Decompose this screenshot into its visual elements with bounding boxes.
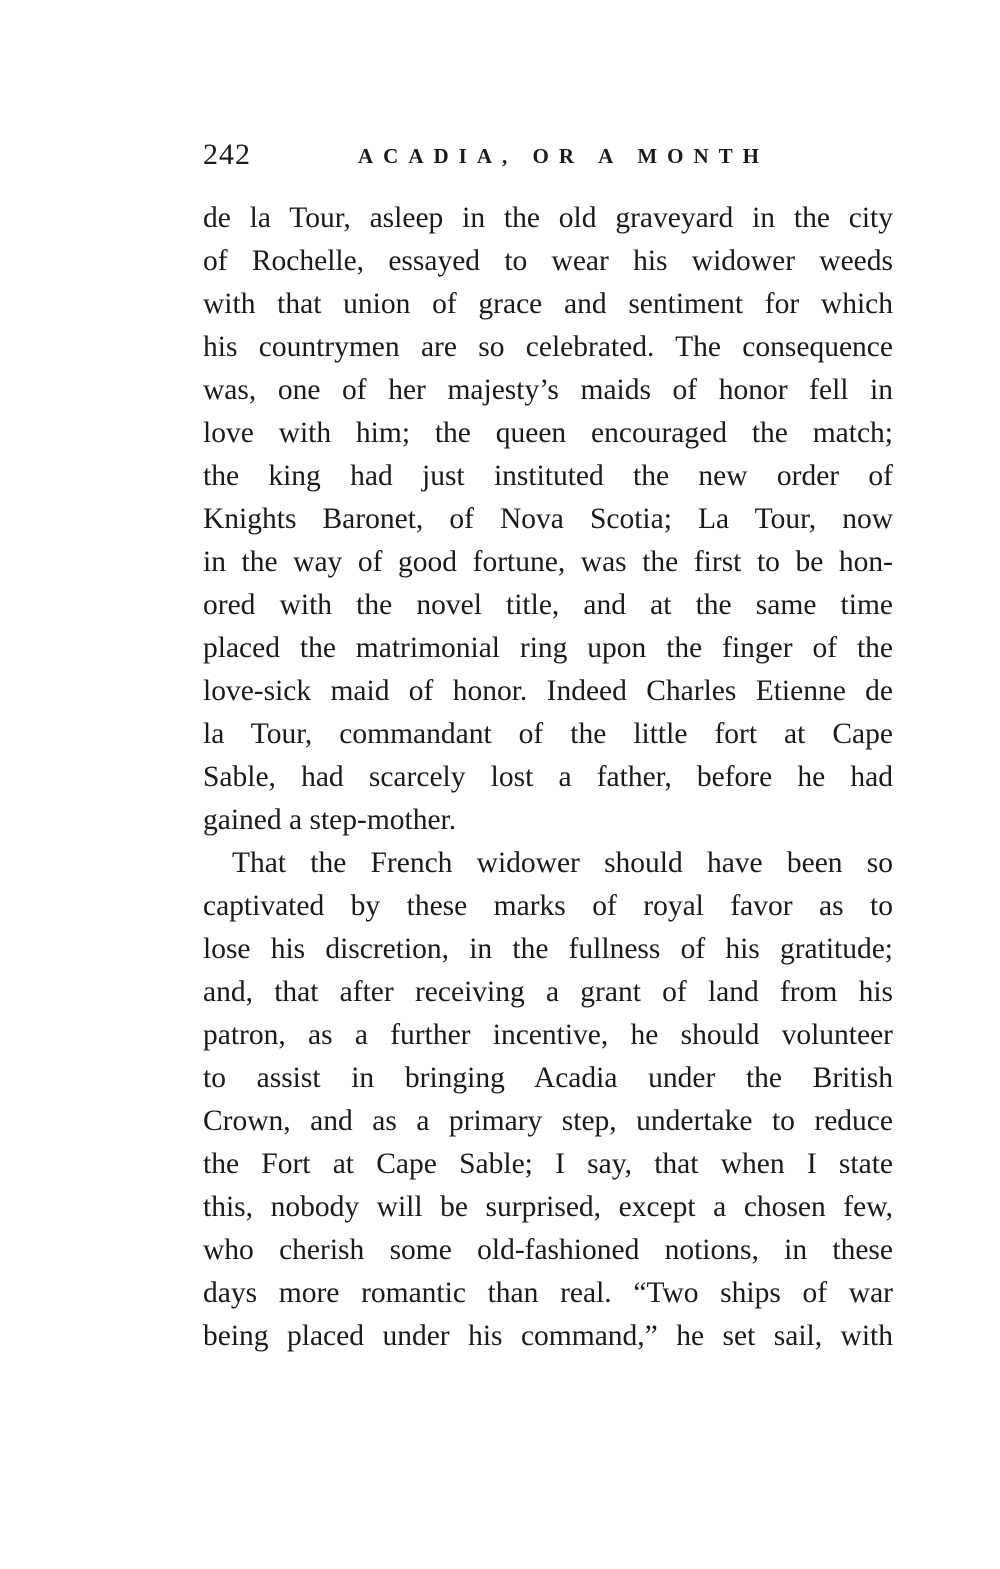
page-number: 242 [203,138,251,171]
text-line: his countrymen are so celebrated. The consequence [203,331,893,363]
text-line: patron, as a further incentive, he should volunteer [203,1019,893,1051]
text-line: de la Tour, asleep in the old graveyard in the city [203,202,893,234]
text-line: the Fort at Cape Sable; I say, that when I state [203,1148,893,1180]
text-line: la Tour, commandant of the little fort at Cape [203,718,893,750]
text-line: to assist in bringing Acadia under the British [203,1062,893,1094]
text-line: being placed under his command,” he set sail, with [203,1320,893,1352]
text-line: was, one of her majesty’s maids of honor fell in [203,374,893,406]
text-line: placed the matrimonial ring upon the finger of the [203,632,893,664]
text-line: gained a step-mother. [203,804,457,836]
page-header [203,138,893,178]
paragraph [203,197,893,842]
text-line: with that union of grace and sentiment for which [203,288,893,320]
text-line: ored with the novel title, and at the same time [203,589,893,621]
text-line: love with him; the queen encouraged the match; [203,417,893,449]
text-line: lose his discretion, in the fullness of his gratitude; [203,933,893,965]
text-line: this, nobody will be surprised, except a chosen few, [203,1191,893,1223]
text-line: captivated by these marks of royal favor as to [203,890,893,922]
text-line: of Rochelle, essayed to wear his widower weeds [203,245,893,277]
text-line: who cherish some old-fashioned notions, in these [203,1234,893,1266]
text-line: Knights Baronet, of Nova Scotia; La Tour, now [203,503,893,535]
text-line: love-sick maid of honor. Indeed Charles Etienne de [203,675,893,707]
text-line: That the French widower should have been so [232,847,893,879]
text-line: Crown, and as a primary step, undertake to reduce [203,1105,893,1137]
text-line: the king had just instituted the new order of [203,460,893,492]
text-line: in the way of good fortune, was the first to be hon- [203,546,893,578]
body-text [203,197,893,1358]
text-line: Sable, had scarcely lost a father, before he had [203,761,893,793]
paragraph [203,842,893,1358]
running-title: ACADIA, OR A MONTH [358,144,770,168]
text-line: and, that after receiving a grant of land from his [203,976,893,1008]
text-line: days more romantic than real. “Two ships of war [203,1277,893,1309]
